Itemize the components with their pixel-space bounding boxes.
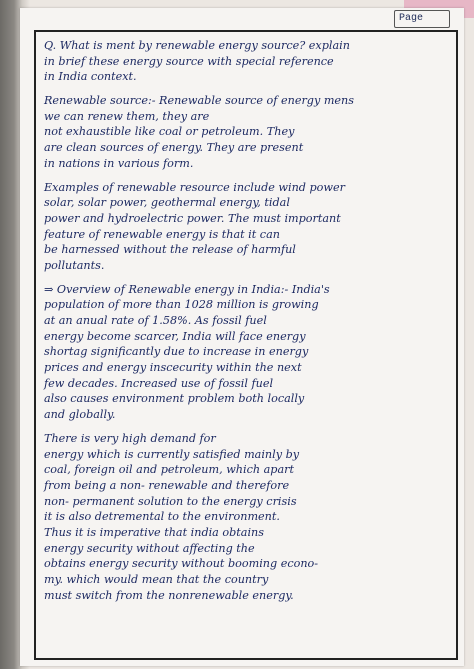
paragraph-gap [44,172,454,180]
handwritten-answer [44,38,454,603]
text-line: pollutants. [44,258,105,272]
text-line: feature of renewable energy is that it can [44,227,280,241]
text-line: are clean sources of energy. They are present [44,141,304,155]
text-line: Thus it is imperative that india obtains [44,525,264,539]
text-line: it is also detremental to the environment. [44,510,280,524]
paragraph-gap [44,274,454,282]
paragraph-3 [44,180,454,274]
text-line: Examples of renewable resource include wind power [44,180,345,194]
text-line: my. which would mean that the country [44,573,269,586]
text-line: energy security without affecting the [44,541,255,555]
text-line: in brief these energy source with special reference [44,54,334,68]
text-line: also causes environment problem both locally [44,392,305,406]
text-line: in India context. [44,70,137,84]
text-line: we can renew them, they are [44,109,210,123]
paragraph-gap [44,423,454,431]
text-line: from being a non- renewable and therefore [44,478,290,492]
text-line: power and hydroelectric power. The must important [44,211,341,225]
paragraph-5 [44,431,454,604]
text-line: few decades. Increased use of fossil fuel [44,376,274,390]
page-number-box [394,10,450,28]
text-line: at an anual rate of 1.58%. As fossil fuel [44,314,267,327]
text-line: There is very high demand for [44,431,216,445]
paragraph-1 [44,38,454,85]
text-line: solar, solar power, geothermal energy, tidal [44,196,290,210]
text-line: must switch from the nonrenewable energy. [44,588,294,602]
paragraph-4 [44,282,454,423]
page-label: Page [399,13,424,24]
text-line: obtains energy security without booming econo- [44,557,319,571]
text-line: prices and energy inscecurity within the next [44,361,302,375]
text-line: population of more than 1028 million is growing [44,298,319,312]
text-line: and globally. [44,408,116,422]
text-line: Renewable source:- Renewable source of energy mens [44,94,354,108]
paragraph-2 [44,93,454,171]
text-line: shortag significantly due to increase in energy [44,345,309,359]
text-line: not exhaustible like coal or petroleum. They [44,125,295,139]
text-line: Q. What is ment by renewable energy source? explain [44,39,350,52]
text-line: non- permanent solution to the energy crisis [44,494,297,508]
text-line: in nations in various form. [44,156,194,170]
text-line: be harnessed without the release of harmful [44,243,296,257]
text-line: energy which is currently satisfied mainly by [44,447,300,461]
paragraph-gap [44,85,454,93]
text-line: ⇒ Overview of Renewable energy in India:- India's [44,282,330,296]
text-line: coal, foreign oil and petroleum, which apart [44,463,294,477]
text-line: energy become scarcer, India will face energy [44,329,306,343]
